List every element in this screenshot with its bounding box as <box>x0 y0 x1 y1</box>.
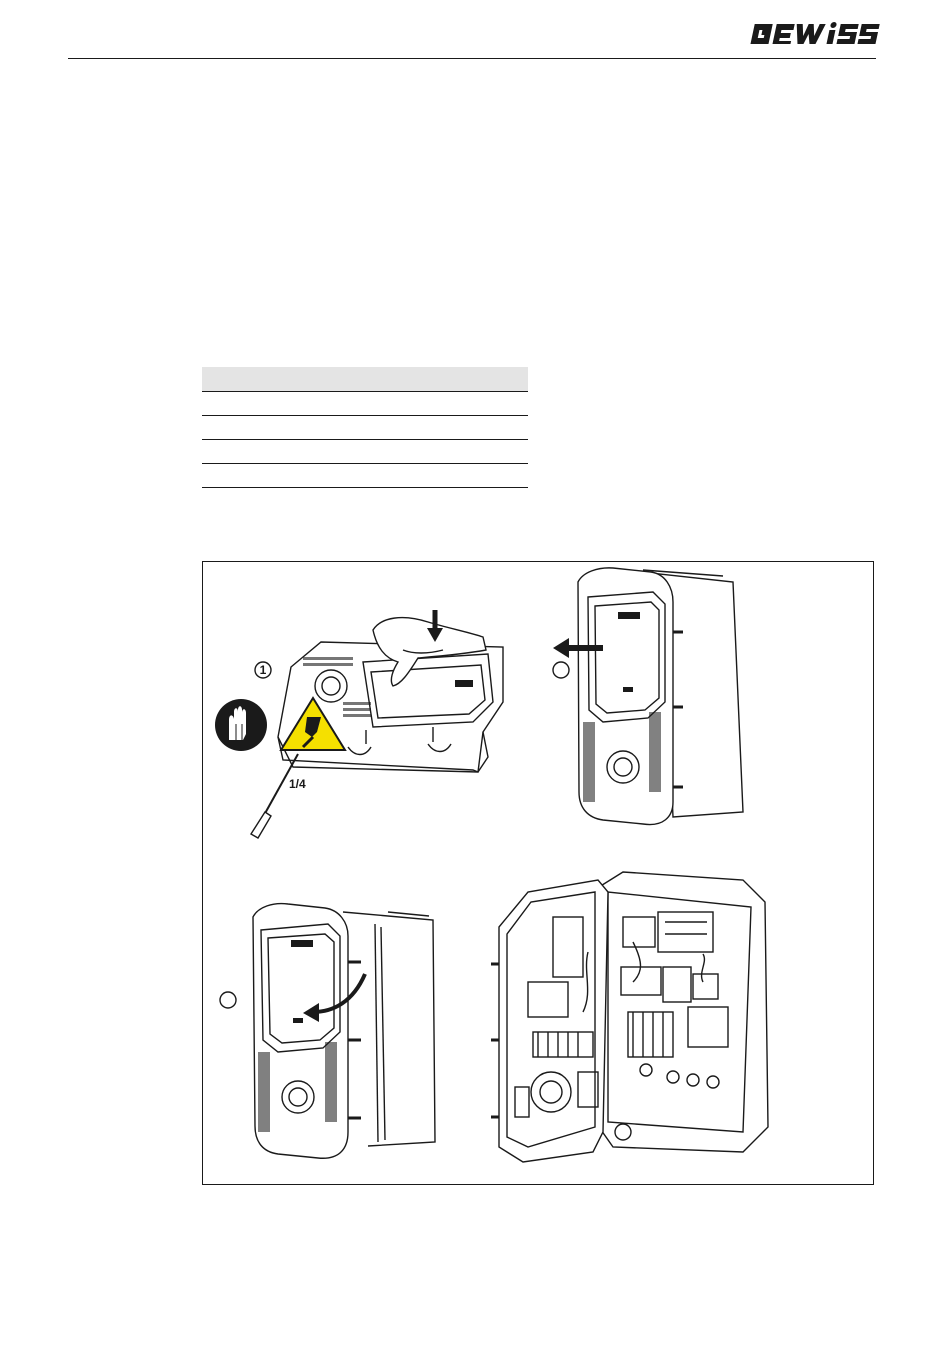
gewiss-logo <box>748 18 880 50</box>
table-row <box>202 440 528 464</box>
spec-table-header <box>202 367 528 392</box>
step1-number: 1 <box>259 663 267 677</box>
spec-table <box>202 367 528 488</box>
table-row <box>202 392 528 416</box>
header-rule <box>68 58 876 59</box>
step2-illustration <box>553 568 743 825</box>
protective-gloves-icon <box>215 699 267 751</box>
table-row <box>202 416 528 440</box>
table-row <box>202 464 528 488</box>
step1-illustration <box>251 610 503 838</box>
step3-illustration <box>220 904 435 1159</box>
step4-illustration <box>491 872 768 1162</box>
installation-illustration <box>203 562 875 1186</box>
step1-fraction-label: 1/4 <box>289 777 306 791</box>
installation-figure <box>202 561 874 1185</box>
